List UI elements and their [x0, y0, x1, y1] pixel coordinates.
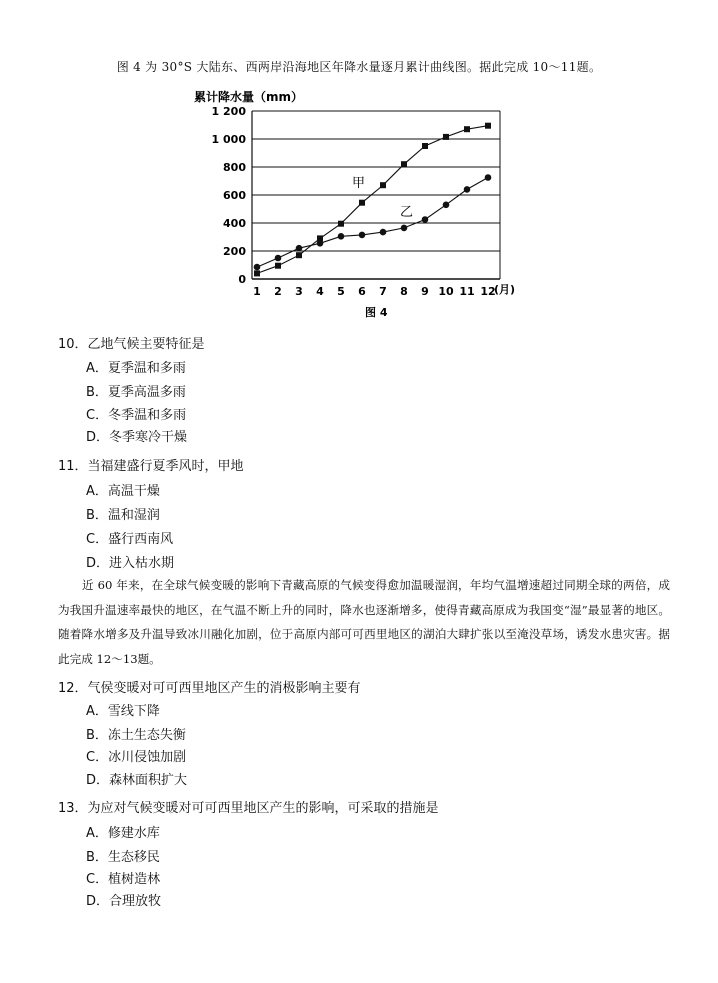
- q10-option-b: B．夏季高温多雨: [86, 385, 186, 400]
- q13-option-a: A．修建水库: [86, 826, 160, 841]
- passage: [58, 573, 670, 671]
- cumulative-precip-chart: [190, 85, 520, 325]
- x-tick-label: 10: [438, 285, 454, 298]
- passage-text: 近 60 年来，在全球气候变暖的影响下青藏高原的气候变得愈加温暖湿润，年均气温增速超过同期全球的两倍，成为我国升温速率最快的地区，在气温不断上升的同时，降水也逐渐增多，使得青藏高原成为我国变“湿”最显著的地区。随着降水增多及升温导致冰川融化加剧，位于高原内部可可西里地区的湖泊大肆扩张以至淹没草场，诱发水患灾害。据此完成 12～13题。: [58, 578, 670, 666]
- q13-option-c: C．植树造林: [86, 872, 161, 887]
- y-tick-label: 200: [223, 245, 246, 258]
- series-label-jia: 甲: [352, 176, 366, 191]
- x-tick-label: 1: [253, 285, 261, 298]
- q11-option-b: B．温和湿润: [86, 508, 160, 523]
- q12-option-c: C．冰川侵蚀加剧: [86, 750, 187, 765]
- data-point-circle: [422, 216, 429, 223]
- x-tick-label: 2: [274, 285, 282, 298]
- q12-option-b: B．冻土生态失衡: [86, 728, 186, 743]
- q11-option-a: A．高温干燥: [86, 484, 160, 499]
- x-tick-label: 5: [337, 285, 345, 298]
- data-point-circle: [443, 202, 450, 209]
- data-point-square: [275, 263, 281, 269]
- data-point-square: [380, 182, 386, 188]
- x-tick-label: 7: [379, 285, 387, 298]
- x-tick-label: 4: [316, 285, 324, 298]
- data-point-square: [422, 143, 428, 149]
- x-axis-unit: (月): [494, 283, 516, 296]
- y-tick-label: 0: [238, 273, 246, 286]
- data-point-square: [254, 270, 260, 276]
- x-tick-label: 8: [400, 285, 408, 298]
- y-tick-label: 400: [223, 217, 246, 230]
- intro-text: 图 4 为 30°S 大陆东、西两岸沿海地区年降水量逐月累计曲线图。据此完成 10～11题。: [116, 60, 602, 74]
- q13-option-b: B．生态移民: [86, 850, 160, 865]
- q13-option-d: D．合理放牧: [86, 894, 162, 909]
- x-tick-label: 12: [480, 285, 496, 298]
- data-point-square: [401, 161, 407, 167]
- data-point-circle: [401, 225, 408, 232]
- data-point-circle: [359, 232, 366, 239]
- data-point-square: [443, 134, 449, 140]
- question-13-stem: 13．为应对气候变暖对可可西里地区产生的影响，可采取的措施是: [58, 801, 439, 816]
- x-tick-label: 3: [295, 285, 303, 298]
- y-tick-label: 800: [223, 161, 246, 174]
- question-12-stem: 12．气侯变暖对可可西里地区产生的消极影响主要有: [58, 681, 361, 696]
- q10-option-d: D．冬季寒冷干燥: [86, 430, 188, 445]
- data-point-circle: [464, 186, 471, 193]
- data-point-square: [359, 200, 365, 206]
- data-point-square: [296, 252, 302, 258]
- question-10-stem: 10．乙地气候主要特征是: [58, 337, 205, 352]
- series-label-yi: 乙: [400, 205, 414, 220]
- data-point-circle: [275, 255, 282, 262]
- q10-option-a: A．夏季温和多雨: [86, 361, 186, 376]
- q11-option-d: D．进入枯水期: [86, 556, 175, 571]
- data-point-circle: [317, 240, 324, 247]
- data-point-circle: [485, 174, 492, 181]
- data-point-circle: [296, 245, 303, 252]
- q11-option-c: C．盛行西南风: [86, 532, 174, 547]
- data-point-circle: [380, 229, 387, 236]
- y-tick-label: 600: [223, 189, 246, 202]
- data-point-circle: [254, 264, 261, 271]
- x-tick-label: 6: [358, 285, 366, 298]
- x-tick-label: 11: [459, 285, 475, 298]
- data-point-circle: [338, 233, 345, 240]
- y-tick-label: 1 200: [211, 105, 246, 118]
- data-point-square: [338, 221, 344, 227]
- q10-option-c: C．冬季温和多雨: [86, 408, 187, 423]
- x-tick-label: 9: [421, 285, 429, 298]
- y-axis-label: 累计降水量（mm）: [194, 90, 304, 104]
- q12-option-a: A．雪线下降: [86, 704, 160, 719]
- q12-option-d: D．森林面积扩大: [86, 773, 188, 788]
- data-point-square: [464, 126, 470, 132]
- y-tick-label: 1 000: [211, 133, 246, 146]
- question-11-stem: 11．当福建盛行夏季风时，甲地: [58, 459, 244, 474]
- data-point-square: [485, 123, 491, 129]
- figure-caption: 图 4: [365, 306, 388, 319]
- series-line-1: [257, 178, 488, 268]
